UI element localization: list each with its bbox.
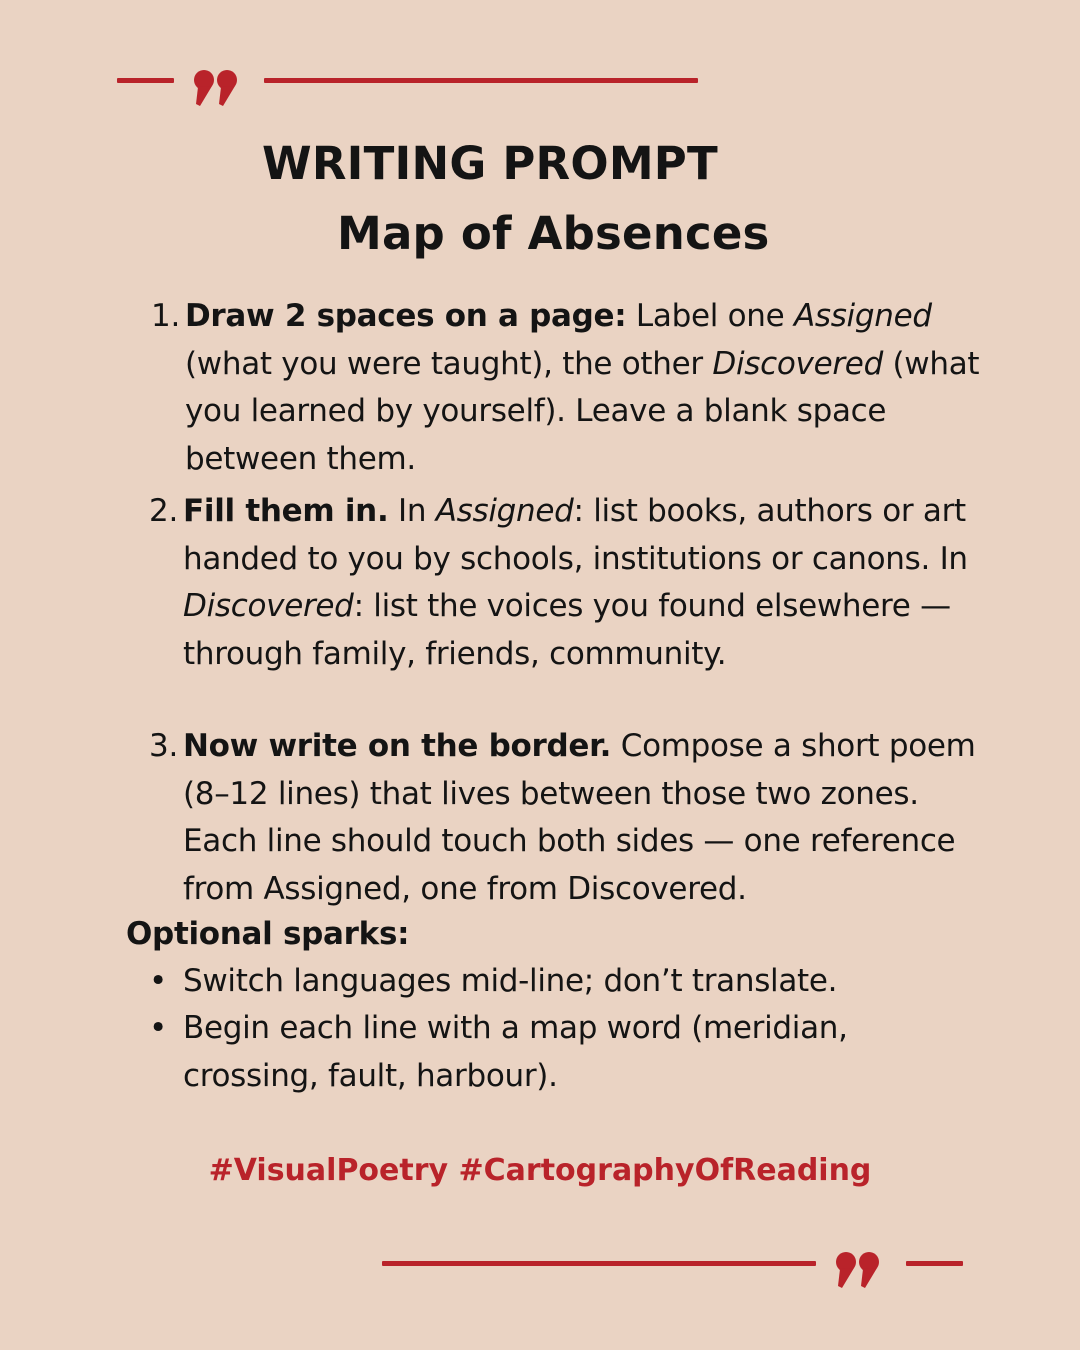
step-text-run: Assigned — [435, 493, 574, 529]
step-text-run: Draw 2 spaces on a page: — [185, 298, 627, 334]
step-text-run: (what you were taught), the other — [185, 345, 713, 382]
step-text-run: Discovered — [183, 588, 354, 624]
page-subtitle: Map of Absences — [337, 207, 770, 260]
step-text — [183, 723, 983, 913]
step-text-run: Label one — [626, 298, 794, 334]
bullet-icon: • — [149, 1010, 167, 1046]
step-text-run: : list the voices you found elsewhere — through family, friends, community. — [183, 588, 951, 672]
bullet-text: Begin each line with a map word (meridian, crossing, fault, harbour). — [183, 1010, 848, 1094]
bullet-text: Switch languages mid-line; don’t translate. — [183, 963, 838, 999]
step-text-run: : list books, authors or art handed to you by schools, institutions or canons. In — [183, 493, 968, 577]
optional-sparks-label: Optional sparks: — [126, 916, 410, 952]
step-number: 3. — [149, 728, 178, 764]
bottom-divider-right — [906, 1261, 963, 1266]
step-number: 2. — [149, 493, 178, 529]
bullet-icon: • — [149, 963, 167, 999]
step-text-run: In — [388, 493, 436, 529]
top-divider-left — [117, 78, 174, 83]
closing-quote-icon — [834, 1250, 888, 1292]
step-text — [183, 488, 983, 678]
step-text-run: Now write on the border. — [183, 728, 612, 764]
bottom-divider-left — [382, 1261, 816, 1266]
top-divider-right — [264, 78, 698, 83]
closing-quote-icon — [192, 68, 246, 110]
step-text-run: (what you learned by yourself). Leave a blank space between them. — [185, 345, 980, 477]
page-title: WRITING PROMPT — [262, 137, 718, 190]
step-text-run: Assigned — [793, 298, 932, 334]
hashtags: #VisualPoetry #CartographyOfReading — [208, 1153, 872, 1188]
step-number: 1. — [151, 298, 180, 334]
step-text-run: Compose a short poem (8–12 lines) that lives between those two zones. Each line should touch both sides — one reference from Assigned, one from Discovered. — [183, 728, 976, 907]
step-text — [185, 293, 985, 483]
step-text-run: Fill them in. — [183, 493, 389, 529]
step-text-run: Discovered — [712, 345, 883, 382]
